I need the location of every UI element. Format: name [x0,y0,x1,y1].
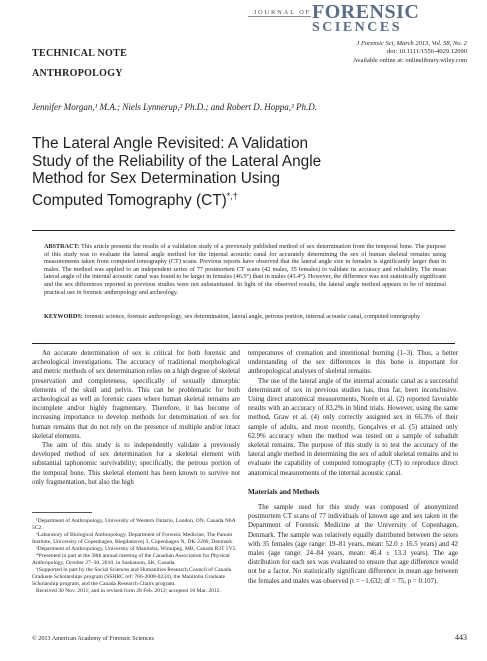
citation-line: J Forensic Sci, March 2013, Vol. 58, No. 2 [356,40,467,47]
abstract [44,243,446,296]
journal-of-label: JOURNAL OF [253,9,311,16]
keywords-text: forensic science, forensic anthropology, sex determination, lateral angle, petrous portion, internal acoustic canal, computed tomography [84,313,421,320]
footnote-presented: *Presented in part at the 38th annual meeting of the Canadian Association for Physical Anthropology, October 27–30, 2010, in Saskatoon, SK, Canada. [32,553,230,566]
article-title [32,135,332,210]
footnote-affiliation-3: ³Department of Anthropology, University of Manitoba, Winnipeg, MB, Canada R3T 5V5. [36,546,237,552]
masthead-rule [248,16,311,17]
right-column [248,349,458,586]
footnote-rule [32,512,92,513]
footnote-funding: †Supported in part by the Social Sciences and Humanities Research Council of Canada Graduate Scholarships program (SSHRC ref: 766-2008-0234), the Manitoba Graduate Scholarship program, and the Canada Research Chairs program. [32,567,232,587]
body-paragraph: The aim of this study is to independently validate a previously developed method of sex determination for a skeletal element with substantial taphonomic survivability; specifically, the petrous portion of the temporal bone. This skeletal element has been known to survive not only fragmentation, but also the high [32,442,240,486]
keywords [44,313,446,321]
footnotes [32,518,240,595]
title-text: The Lateral Angle Revisited: A Validation Study of the Reliability of the Lateral Angle Method for Sex Determination Using Computed Tomography (CT) [32,135,322,209]
footnote-affiliation-2: ²Laboratory of Biological Anthropology, Department of Forensic Medicine, The Panum Institute, University of Copenhagen, Blegdamsvej 3, Copenhagen N, DK-2200, Denmark. [32,532,234,545]
page-number: 443 [455,633,467,642]
article-type: TECHNICAL NOTE [32,48,128,59]
copyright: © 2013 American Academy of Forensic Sciences [32,635,154,642]
abstract-top-rule [32,230,455,231]
citation-doi: doi: 10.1111/1556-4029.12090 [387,48,467,56]
journal-brand-sciences: SCIENCES [312,20,403,35]
citation-block [353,40,467,65]
body-paragraph: The use of the lateral angle of the internal acoustic canal as a successful determinant of sex in previous studies has, thus far, been inconclusive. Using direct anatomical measurements, Norén et al. (2) reported favorable results with an accuracy of 83.2% in blind trials. However, using the same method, Graw et al. (4) only correctly assigned sex in 66.3% of their sample of adults, and most recently, Gonçalves et al. (5) attained only 62.9% accuracy when the method was tested on a sample of subadult skeletal remains. The purpose of this study is to test the accuracy of the lateral angle method in determining the sex of adult skeletal remains and to evaluate the capability of computed tomography (CT) to reproduce direct anatomical measurements of the internal acoustic canal. [248,377,458,477]
body-paragraph: The sample used for this study was composed of anonymized postmortem CT scans of 77 individuals of known age and sex taken in the Department of Forensic Medicine at the University of Copenhagen, Denmark. The sample was relatively equally distributed between the sexes with 35 females (age range: 19–81 years, mean: 52.0 ± 16.5 years) and 42 males (age range: 24–84 years, mean: 46.4 ± 13.3 years). The age distribution for each sex was evaluated to ensure that age difference would not be a factor. No statistically significant difference in mean age between the females and males was observed (t = −1.632; df = 75, p = 0.107). [248,504,458,585]
body-paragraph: temperatures of cremation and intentional burning (1–3). Thus, a better understanding of the sex differences in this bone is important for anthropological analyses of skeletal remains. [248,350,458,376]
footnote-received: Received 30 Nov. 2011; and in revised form 28 Feb. 2012; accepted 10 Mar. 2012. [36,588,221,594]
article-subject: ANTHROPOLOGY [32,68,123,79]
abstract-bottom-rule [32,343,455,344]
citation-online: Available online at: onlinelibrary.wiley.com [352,56,467,64]
body-paragraph: An accurate determination of sex is critical for both forensic and archeological investigations. The accuracy of traditional morphological and metric methods of sex determination relies on a high degree of skeletal preservation and completeness, specifically of sexually dimorphic elements of the skull and pelvis. This can be problematic for both archeological as well as forensic cases where human skeletal remains are incomplete and/or highly fragmentary. Therefore, it has become of increasing importance to develop methods for determination of sex for human remains that do not rely on the presence of multiple and/or intact skeletal elements. [32,350,240,440]
abstract-text: This article presents the results of a validation study of a previously published method of sex determination from the temporal bone. The purpose of this study was to evaluate the lateral angle method for the internal acoustic canal for accurately determining the sex of human skeletal remains using measurements taken from computed tomography (CT) scans. Previous reports have observed that the lateral angle size in females is significantly larger than in males. The method was applied to an independent series of 77 postmortem CT scans (42 males, 35 females) to validate its accuracy and reliability. The mean lateral angle of the internal acoustic canal was found to be larger in females (46.5°) than in males (43.4°). However, the difference was not statistically significant and the sex differences reported in previous studies were not substantiated. In light of the observed results, the lateral angle method appears to be of minimal practical use in forensic anthropology and archeology. [44,243,446,296]
abstract-label: ABSTRACT: [44,243,80,250]
journal-brand-forensic: FORENSIC [312,1,420,23]
footnote-affiliation-1: ¹Department of Anthropology, University of Western Ontario, London, ON, Canada N6A 5C2. [32,518,236,531]
author-list: Jennifer Morgan,¹ M.A.; Niels Lynnerup,² Ph.D.; and Robert D. Hoppa,³ Ph.D. [32,102,317,112]
keywords-label: KEYWORDS: [44,313,83,320]
title-footnote-marks: *,† [226,190,238,201]
section-heading-materials-methods: Materials and Methods [248,487,320,496]
left-column [32,349,240,487]
